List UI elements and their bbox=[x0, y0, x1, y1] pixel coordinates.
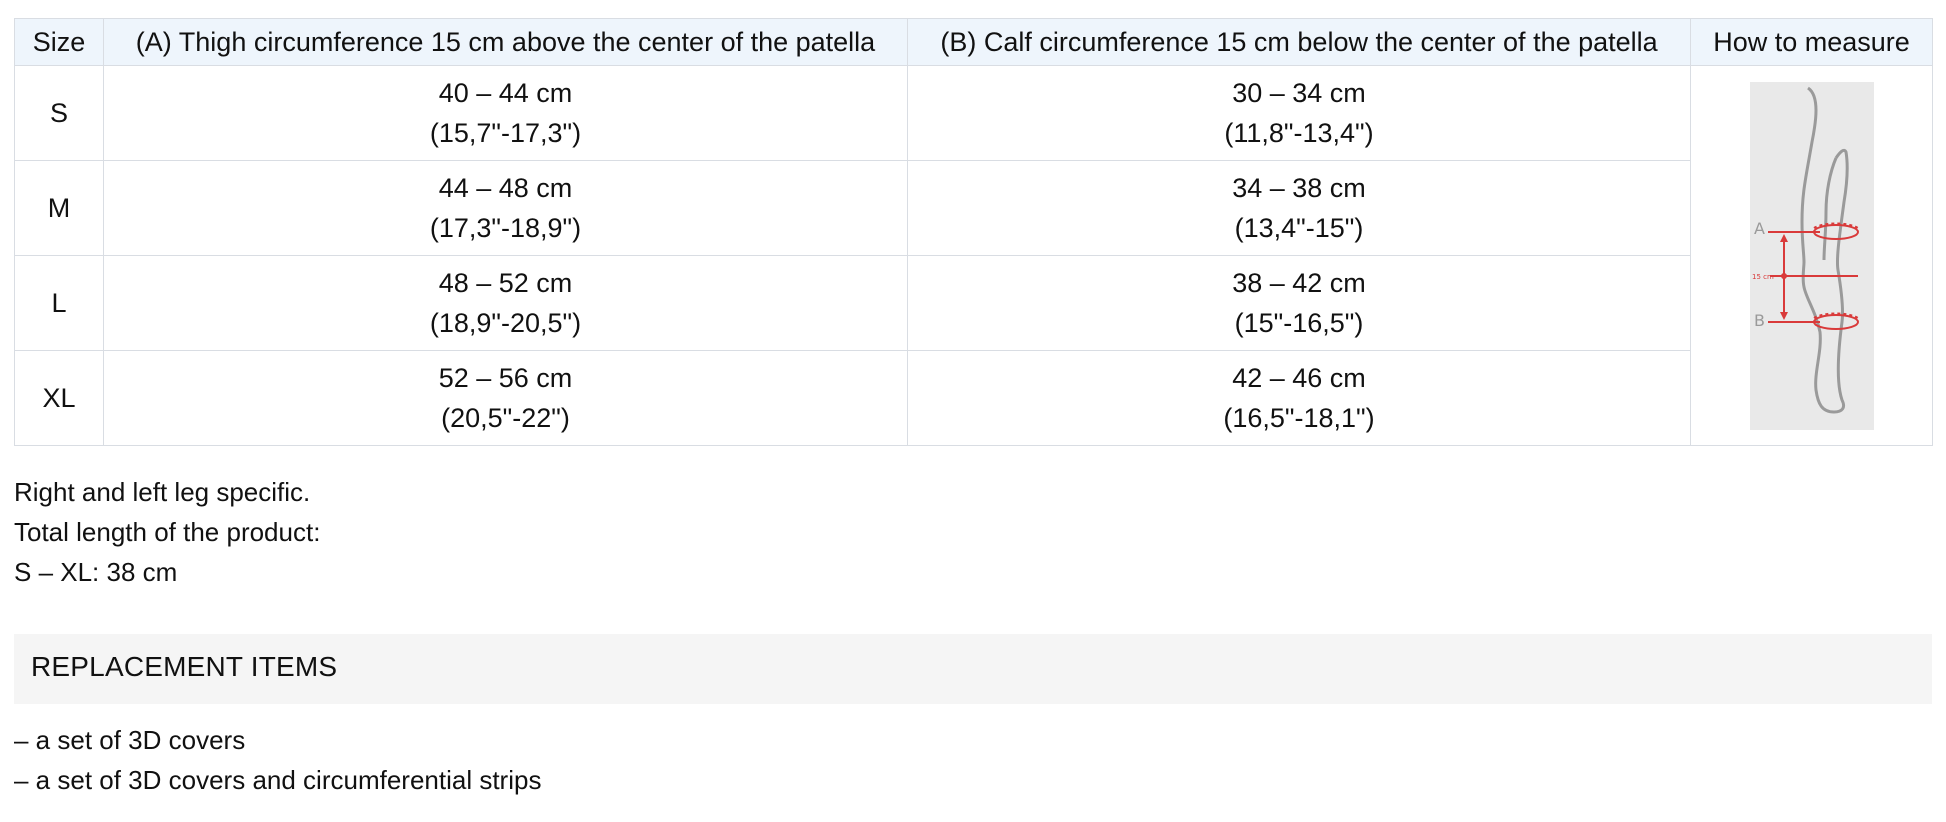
thigh-cm: 40 – 44 cm bbox=[438, 78, 573, 108]
distance-label: 15 cm bbox=[1751, 272, 1774, 281]
calf-cell bbox=[908, 351, 1691, 446]
list-item: – a set of 3D covers bbox=[14, 725, 246, 755]
thigh-inches: (20,5"-22") bbox=[441, 403, 570, 433]
thigh-cm: 48 – 52 cm bbox=[438, 268, 573, 298]
calf-cm: 30 – 34 cm bbox=[1232, 78, 1366, 108]
note-total-length: Total length of the product: bbox=[14, 517, 321, 547]
size-cell: S bbox=[15, 66, 104, 161]
size-cell: M bbox=[15, 161, 104, 256]
table-row bbox=[15, 66, 1933, 161]
section-title: REPLACEMENT ITEMS bbox=[31, 651, 338, 682]
thigh-cell bbox=[104, 66, 908, 161]
table-header-row bbox=[15, 19, 1933, 66]
how-to-measure-cell bbox=[1691, 66, 1933, 446]
list-item: – a set of 3D covers and circumferential strips bbox=[14, 765, 542, 795]
calf-inches: (15"-16,5") bbox=[1234, 308, 1364, 338]
leg-measurement-diagram bbox=[1750, 82, 1874, 430]
calf-cm: 42 – 46 cm bbox=[1232, 363, 1366, 393]
header-size: Size bbox=[15, 19, 104, 66]
calf-cell bbox=[908, 256, 1691, 351]
thigh-cm: 52 – 56 cm bbox=[438, 363, 573, 393]
thigh-inches: (17,3"-18,9") bbox=[429, 213, 582, 243]
replacement-items-list bbox=[14, 720, 541, 800]
thigh-cell bbox=[104, 161, 908, 256]
note-leg-specific: Right and left leg specific. bbox=[14, 477, 311, 507]
calf-inches: (13,4"-15") bbox=[1234, 213, 1364, 243]
size-chart bbox=[14, 18, 1932, 446]
thigh-inches: (15,7"-17,3") bbox=[429, 118, 582, 148]
table-row bbox=[15, 351, 1933, 446]
thigh-cell bbox=[104, 256, 908, 351]
table-row bbox=[15, 256, 1933, 351]
calf-cm: 38 – 42 cm bbox=[1232, 268, 1366, 298]
header-calf: (B) Calf circumference 15 cm below the center of the patella bbox=[908, 19, 1691, 66]
label-a: A bbox=[1753, 218, 1765, 238]
size-table bbox=[14, 18, 1933, 446]
calf-cm: 34 – 38 cm bbox=[1232, 173, 1366, 203]
header-how-to-measure: How to measure bbox=[1691, 19, 1933, 66]
calf-cell bbox=[908, 161, 1691, 256]
thigh-inches: (18,9"-20,5") bbox=[429, 308, 582, 338]
thigh-cm: 44 – 48 cm bbox=[438, 173, 573, 203]
note-length-value: S – XL: 38 cm bbox=[14, 557, 178, 587]
label-b: B bbox=[1753, 310, 1765, 330]
size-cell: XL bbox=[15, 351, 104, 446]
product-notes bbox=[14, 472, 320, 592]
calf-inches: (16,5"-18,1") bbox=[1223, 403, 1375, 433]
size-cell: L bbox=[15, 256, 104, 351]
table-row bbox=[15, 161, 1933, 256]
calf-inches: (11,8"-13,4") bbox=[1224, 118, 1374, 148]
thigh-cell bbox=[104, 351, 908, 446]
header-thigh: (A) Thigh circumference 15 cm above the center of the patella bbox=[104, 19, 908, 66]
calf-cell bbox=[908, 66, 1691, 161]
replacement-items-header bbox=[14, 634, 1932, 704]
